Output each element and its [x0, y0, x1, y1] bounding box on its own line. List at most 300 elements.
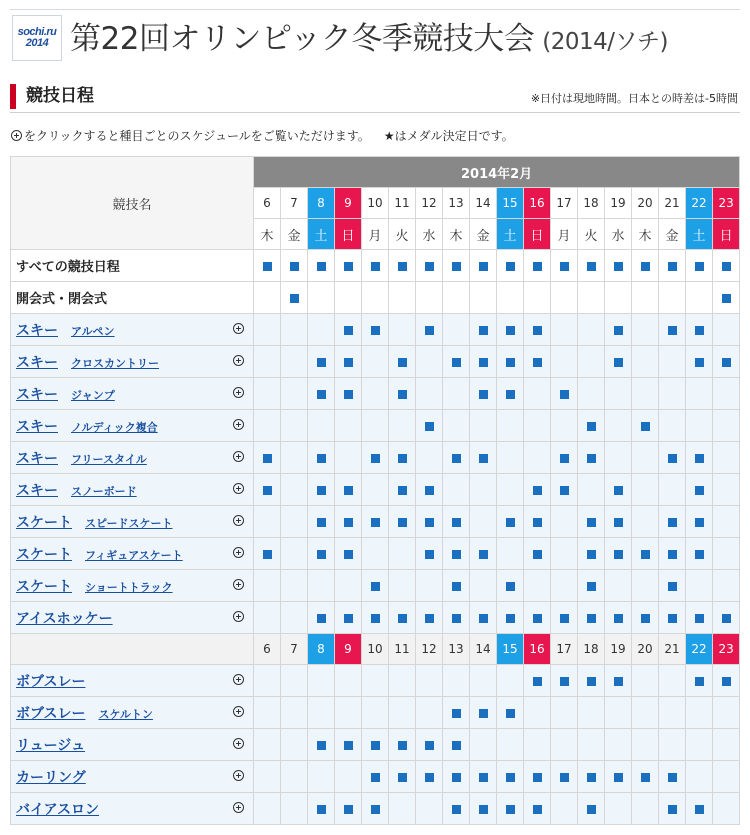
- weekday-cell: 水: [605, 219, 632, 250]
- schedule-cell: [335, 665, 362, 697]
- schedule-cell: [686, 410, 713, 442]
- schedule-cell: [551, 665, 578, 697]
- event-link[interactable]: スキー: [16, 418, 58, 435]
- event-day-marker: [398, 454, 407, 463]
- event-link[interactable]: ボブスレー: [16, 705, 86, 722]
- schedule-cell: [254, 250, 281, 282]
- event-day-marker: [317, 518, 326, 527]
- event-day-marker: [641, 262, 650, 271]
- event-day-marker: [587, 518, 596, 527]
- event-name-cell[interactable]: [11, 506, 254, 538]
- event-link[interactable]: スケート: [16, 578, 72, 595]
- schedule-cell: [254, 761, 281, 793]
- schedule-cell: [578, 282, 605, 314]
- expand-plus-icon[interactable]: [233, 611, 244, 622]
- event-label: すべての競技日程: [16, 260, 120, 275]
- schedule-cell: [389, 250, 416, 282]
- schedule-cell: [713, 442, 740, 474]
- event-name-cell: [11, 250, 254, 282]
- event-day-marker: [317, 454, 326, 463]
- event-day-marker: [344, 486, 353, 495]
- event-day-marker: [668, 326, 677, 335]
- schedule-cell: [416, 506, 443, 538]
- expand-plus-icon[interactable]: [233, 355, 244, 366]
- schedule-cell: [281, 538, 308, 570]
- event-name-cell[interactable]: [11, 442, 254, 474]
- event-day-marker: [533, 677, 542, 686]
- schedule-cell: [470, 729, 497, 761]
- schedule-cell: [443, 378, 470, 410]
- expand-plus-icon[interactable]: [233, 419, 244, 430]
- event-day-marker: [371, 741, 380, 750]
- schedule-cell: [389, 474, 416, 506]
- expand-plus-icon[interactable]: [233, 323, 244, 334]
- event-link[interactable]: リュージュ: [16, 737, 86, 754]
- event-day-marker: [371, 262, 380, 271]
- schedule-cell: [416, 665, 443, 697]
- event-name-header: 競技名: [11, 157, 254, 250]
- event-day-marker: [533, 262, 542, 271]
- event-day-marker: [614, 262, 623, 271]
- event-day-marker: [290, 294, 299, 303]
- schedule-cell: [470, 282, 497, 314]
- schedule-cell: [551, 570, 578, 602]
- discipline-link[interactable]: フィギュアスケート: [85, 548, 183, 562]
- weekday-cell: 日: [524, 219, 551, 250]
- schedule-cell: [713, 697, 740, 729]
- schedule-cell: [281, 314, 308, 346]
- date-cell: 17: [551, 634, 578, 665]
- schedule-cell: [308, 282, 335, 314]
- event-day-marker: [668, 614, 677, 623]
- schedule-cell: [470, 602, 497, 634]
- schedule-cell: [632, 729, 659, 761]
- schedule-cell: [254, 474, 281, 506]
- event-day-marker: [641, 614, 650, 623]
- schedule-cell: [605, 665, 632, 697]
- event-day-marker: [398, 262, 407, 271]
- schedule-cell: [713, 410, 740, 442]
- schedule-cell: [524, 474, 551, 506]
- schedule-cell: [632, 570, 659, 602]
- event-day-marker: [668, 773, 677, 782]
- event-day-marker: [641, 773, 650, 782]
- event-day-marker: [452, 582, 461, 591]
- schedule-cell: [686, 282, 713, 314]
- expand-plus-icon[interactable]: [233, 451, 244, 462]
- schedule-cell: [362, 665, 389, 697]
- event-day-marker: [587, 582, 596, 591]
- schedule-cell: [524, 761, 551, 793]
- event-link[interactable]: バイアスロン: [16, 801, 100, 818]
- schedule-cell: [416, 697, 443, 729]
- schedule-cell: [686, 314, 713, 346]
- discipline-link[interactable]: ジャンプ: [71, 388, 115, 402]
- date-cell: 22: [686, 634, 713, 665]
- date-row-spacer: [11, 634, 254, 665]
- expand-plus-icon[interactable]: [233, 483, 244, 494]
- event-day-marker: [317, 486, 326, 495]
- schedule-cell: [254, 378, 281, 410]
- schedule-cell: [335, 506, 362, 538]
- weekday-cell: 木: [443, 219, 470, 250]
- event-day-marker: [452, 805, 461, 814]
- schedule-cell: [497, 538, 524, 570]
- schedule-cell: [605, 410, 632, 442]
- event-day-marker: [506, 805, 515, 814]
- event-day-marker: [722, 677, 731, 686]
- schedule-cell: [605, 314, 632, 346]
- weekday-cell: 金: [281, 219, 308, 250]
- date-cell: 16: [524, 634, 551, 665]
- schedule-cell: [686, 570, 713, 602]
- schedule-cell: [713, 474, 740, 506]
- schedule-cell: [443, 729, 470, 761]
- schedule-cell: [335, 602, 362, 634]
- date-cell: 21: [659, 188, 686, 219]
- schedule-cell: [632, 314, 659, 346]
- schedule-cell: [659, 506, 686, 538]
- date-cell: 8: [308, 188, 335, 219]
- schedule-cell: [281, 506, 308, 538]
- schedule-cell: [551, 729, 578, 761]
- event-row: [11, 602, 740, 634]
- schedule-cell: [308, 729, 335, 761]
- event-link[interactable]: スケート: [16, 546, 72, 563]
- event-day-marker: [479, 709, 488, 718]
- schedule-cell: [308, 697, 335, 729]
- schedule-cell: [281, 346, 308, 378]
- schedule-cell: [578, 602, 605, 634]
- date-cell: 11: [389, 188, 416, 219]
- schedule-cell: [254, 697, 281, 729]
- schedule-cell: [470, 793, 497, 825]
- event-name-cell[interactable]: [11, 314, 254, 346]
- event-day-marker: [371, 582, 380, 591]
- schedule-cell: [470, 314, 497, 346]
- event-row: [11, 793, 740, 825]
- schedule-cell: [605, 378, 632, 410]
- event-link[interactable]: スキー: [16, 386, 58, 403]
- schedule-cell: [578, 570, 605, 602]
- schedule-cell: [686, 538, 713, 570]
- event-name-cell[interactable]: [11, 697, 254, 729]
- event-day-marker: [425, 326, 434, 335]
- event-day-marker: [695, 550, 704, 559]
- month-header: 2014年2月: [254, 157, 740, 188]
- schedule-cell: [659, 314, 686, 346]
- schedule-cell: [308, 538, 335, 570]
- date-cell: 14: [470, 634, 497, 665]
- event-day-marker: [344, 550, 353, 559]
- schedule-cell: [389, 665, 416, 697]
- schedule-cell: [362, 793, 389, 825]
- logo-text-top: sochi.ru: [17, 26, 57, 38]
- schedule-cell: [497, 250, 524, 282]
- event-name-cell[interactable]: [11, 761, 254, 793]
- schedule-cell: [254, 602, 281, 634]
- event-day-marker: [398, 741, 407, 750]
- date-cell: 10: [362, 634, 389, 665]
- date-cell: 10: [362, 188, 389, 219]
- date-cell: 14: [470, 188, 497, 219]
- weekday-cell: 火: [389, 219, 416, 250]
- expand-plus-icon[interactable]: [233, 802, 244, 813]
- event-day-marker: [479, 550, 488, 559]
- schedule-cell: [389, 697, 416, 729]
- date-cell: 6: [254, 634, 281, 665]
- schedule-cell: [551, 442, 578, 474]
- schedule-cell: [443, 570, 470, 602]
- schedule-cell: [551, 474, 578, 506]
- event-link[interactable]: スキー: [16, 482, 58, 499]
- schedule-cell: [632, 665, 659, 697]
- event-day-marker: [614, 326, 623, 335]
- schedule-cell: [659, 378, 686, 410]
- schedule-cell: [443, 793, 470, 825]
- schedule-cell: [362, 761, 389, 793]
- schedule-cell: [416, 761, 443, 793]
- event-day-marker: [398, 390, 407, 399]
- schedule-cell: [416, 729, 443, 761]
- event-name-cell[interactable]: [11, 570, 254, 602]
- event-day-marker: [425, 741, 434, 750]
- schedule-cell: [497, 410, 524, 442]
- event-day-marker: [479, 805, 488, 814]
- event-day-marker: [695, 677, 704, 686]
- discipline-link[interactable]: ノルディック複合: [71, 420, 158, 434]
- event-day-marker: [263, 550, 272, 559]
- schedule-cell: [632, 506, 659, 538]
- event-day-marker: [506, 390, 515, 399]
- schedule-cell: [416, 570, 443, 602]
- schedule-cell: [470, 538, 497, 570]
- schedule-cell: [254, 793, 281, 825]
- schedule-cell: [497, 506, 524, 538]
- expand-plus-icon[interactable]: [233, 738, 244, 749]
- event-day-marker: [695, 614, 704, 623]
- event-day-marker: [695, 358, 704, 367]
- schedule-cell: [308, 474, 335, 506]
- event-row: [11, 538, 740, 570]
- event-day-marker: [479, 358, 488, 367]
- event-name-cell[interactable]: [11, 410, 254, 442]
- schedule-cell: [416, 410, 443, 442]
- logo-text-bottom: 2014: [25, 37, 49, 49]
- date-cell: 7: [281, 634, 308, 665]
- event-day-marker: [533, 518, 542, 527]
- top-divider: [10, 9, 740, 10]
- event-day-marker: [668, 454, 677, 463]
- schedule-cell: [443, 474, 470, 506]
- event-day-marker: [425, 486, 434, 495]
- schedule-cell: [605, 474, 632, 506]
- schedule-cell: [524, 442, 551, 474]
- expand-plus-icon[interactable]: [233, 547, 244, 558]
- schedule-cell: [659, 250, 686, 282]
- schedule-cell: [605, 570, 632, 602]
- page-title-year: (2014/ソチ): [542, 29, 668, 55]
- schedule-cell: [524, 378, 551, 410]
- schedule-cell: [308, 570, 335, 602]
- discipline-link[interactable]: ショートトラック: [85, 580, 173, 594]
- schedule-cell: [578, 442, 605, 474]
- discipline-link[interactable]: アルペン: [71, 324, 115, 338]
- medal-note: ★はメダル決定日です。: [383, 129, 514, 143]
- discipline-link[interactable]: スノーボード: [71, 484, 137, 498]
- event-name-cell[interactable]: [11, 474, 254, 506]
- schedule-cell: [443, 410, 470, 442]
- discipline-link[interactable]: スケルトン: [98, 707, 153, 721]
- event-day-marker: [371, 614, 380, 623]
- schedule-cell: [578, 346, 605, 378]
- schedule-cell: [713, 506, 740, 538]
- schedule-cell: [470, 697, 497, 729]
- section-accent-bar: [10, 84, 16, 109]
- event-link[interactable]: アイスホッケー: [16, 610, 113, 627]
- schedule-cell: [686, 474, 713, 506]
- event-link[interactable]: スキー: [16, 354, 58, 371]
- schedule-cell: [686, 665, 713, 697]
- schedule-cell: [578, 729, 605, 761]
- schedule-cell: [470, 570, 497, 602]
- expand-plus-icon[interactable]: [233, 770, 244, 781]
- expand-plus-icon[interactable]: [233, 387, 244, 398]
- event-day-marker: [506, 326, 515, 335]
- discipline-link[interactable]: フリースタイル: [71, 452, 147, 466]
- schedule-cell: [362, 442, 389, 474]
- discipline-link[interactable]: クロスカントリー: [71, 356, 159, 370]
- schedule-cell: [686, 506, 713, 538]
- expand-plus-icon[interactable]: [233, 674, 244, 685]
- schedule-cell: [524, 570, 551, 602]
- schedule-cell: [281, 761, 308, 793]
- schedule-cell: [686, 378, 713, 410]
- event-name-cell[interactable]: [11, 378, 254, 410]
- event-name-cell[interactable]: [11, 793, 254, 825]
- event-day-marker: [614, 614, 623, 623]
- date-cell: 20: [632, 188, 659, 219]
- sochi-2014-logo[interactable]: [12, 15, 62, 61]
- schedule-cell: [308, 346, 335, 378]
- event-day-marker: [317, 805, 326, 814]
- event-day-marker: [614, 677, 623, 686]
- event-day-marker: [587, 422, 596, 431]
- expand-plus-icon[interactable]: [233, 515, 244, 526]
- schedule-cell: [389, 346, 416, 378]
- schedule-cell: [659, 602, 686, 634]
- schedule-cell: [416, 282, 443, 314]
- schedule-cell: [416, 538, 443, 570]
- event-name-cell[interactable]: [11, 602, 254, 634]
- event-row: [11, 410, 740, 442]
- schedule-cell: [281, 697, 308, 729]
- schedule-cell: [470, 506, 497, 538]
- schedule-cell: [389, 506, 416, 538]
- event-row: [11, 506, 740, 538]
- event-day-marker: [263, 486, 272, 495]
- schedule-cell: [551, 250, 578, 282]
- schedule-cell: [443, 697, 470, 729]
- schedule-cell: [389, 538, 416, 570]
- schedule-cell: [497, 282, 524, 314]
- schedule-cell: [389, 761, 416, 793]
- event-day-marker: [533, 550, 542, 559]
- schedule-cell: [470, 346, 497, 378]
- schedule-cell: [335, 410, 362, 442]
- schedule-cell: [605, 697, 632, 729]
- discipline-link[interactable]: スピードスケート: [85, 516, 173, 530]
- schedule-cell: [362, 729, 389, 761]
- event-row: [11, 282, 740, 314]
- event-day-marker: [668, 518, 677, 527]
- schedule-cell: [551, 506, 578, 538]
- date-cell: 15: [497, 634, 524, 665]
- schedule-cell: [632, 793, 659, 825]
- event-name-cell[interactable]: [11, 346, 254, 378]
- schedule-cell: [578, 410, 605, 442]
- expand-plus-icon[interactable]: [233, 579, 244, 590]
- schedule-cell: [443, 538, 470, 570]
- schedule-cell: [362, 282, 389, 314]
- event-link[interactable]: スキー: [16, 322, 58, 339]
- schedule-cell: [308, 410, 335, 442]
- event-link[interactable]: カーリング: [16, 769, 86, 786]
- event-day-marker: [371, 518, 380, 527]
- event-day-marker: [722, 262, 731, 271]
- event-row: [11, 250, 740, 282]
- page-title-text: 第22回オリンピック冬季競技大会: [70, 21, 535, 57]
- event-day-marker: [695, 454, 704, 463]
- weekday-cell: 土: [686, 219, 713, 250]
- schedule-cell: [416, 250, 443, 282]
- event-day-marker: [533, 614, 542, 623]
- event-name-cell[interactable]: [11, 729, 254, 761]
- date-cell: 12: [416, 634, 443, 665]
- event-day-marker: [317, 358, 326, 367]
- date-cell: 19: [605, 634, 632, 665]
- schedule-cell: [254, 506, 281, 538]
- expand-plus-icon[interactable]: [233, 706, 244, 717]
- event-day-marker: [263, 454, 272, 463]
- event-name-cell[interactable]: [11, 665, 254, 697]
- event-day-marker: [317, 614, 326, 623]
- schedule-cell: [416, 378, 443, 410]
- instructions: [11, 127, 514, 144]
- event-day-marker: [533, 773, 542, 782]
- event-day-marker: [452, 518, 461, 527]
- event-link[interactable]: スケート: [16, 514, 72, 531]
- schedule-cell: [578, 697, 605, 729]
- schedule-cell: [551, 697, 578, 729]
- schedule-cell: [632, 442, 659, 474]
- header-row-month: [11, 157, 740, 188]
- event-link[interactable]: スキー: [16, 450, 58, 467]
- schedule-cell: [524, 665, 551, 697]
- event-name-cell[interactable]: [11, 538, 254, 570]
- schedule-cell: [362, 538, 389, 570]
- schedule-cell: [632, 250, 659, 282]
- event-day-marker: [263, 262, 272, 271]
- schedule-cell: [308, 378, 335, 410]
- schedule-cell: [524, 282, 551, 314]
- event-link[interactable]: ボブスレー: [16, 673, 86, 690]
- schedule-cell: [335, 538, 362, 570]
- event-day-marker: [425, 422, 434, 431]
- event-day-marker: [587, 805, 596, 814]
- schedule-cell: [335, 697, 362, 729]
- schedule-cell: [281, 378, 308, 410]
